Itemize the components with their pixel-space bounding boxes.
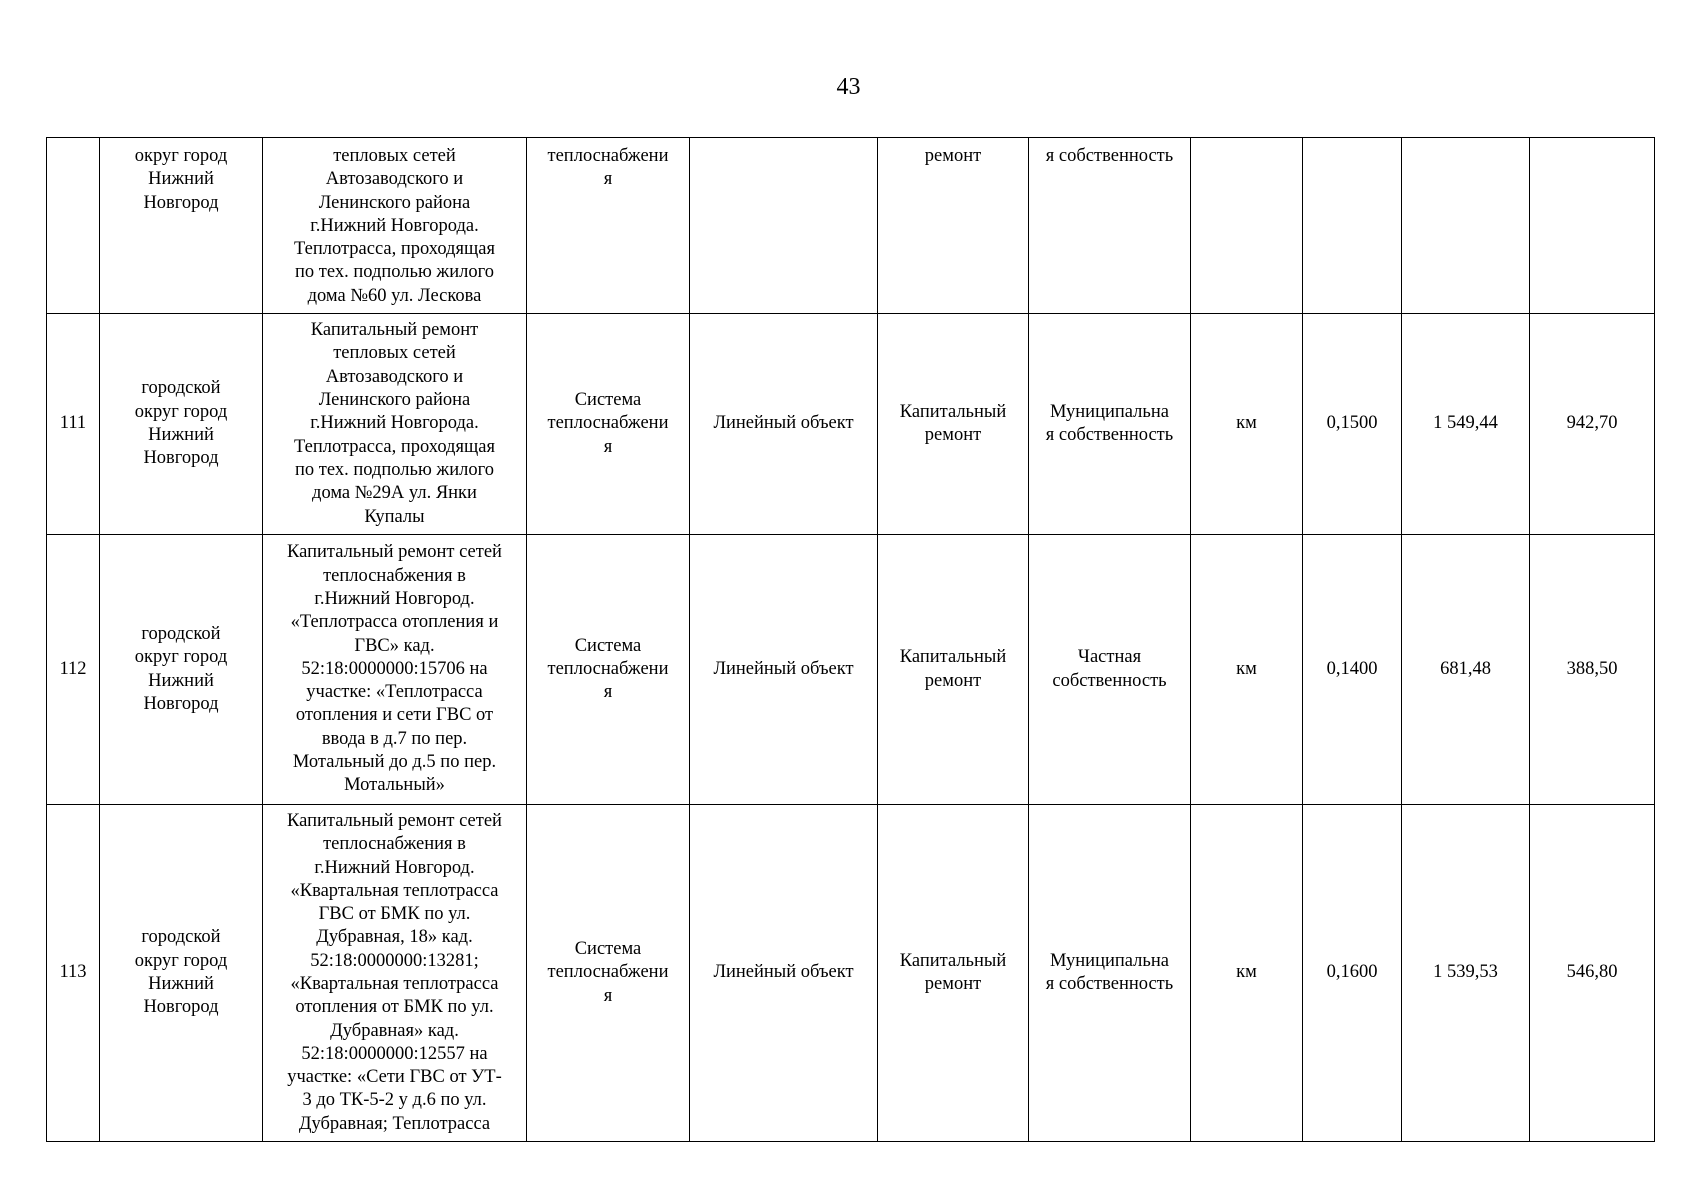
quantity-cell: 0,1500 (1303, 314, 1402, 535)
cost-total-cell (1402, 138, 1530, 314)
row-number-cell: 111 (47, 314, 100, 535)
object-name-cell: Капитальный ремонт сетей теплоснабжения в г.Нижний Новгород. «Теплотрасса отопления и ГВС» кад. 52:18:0000000:15706 на участке: «Теплотрасса отопления и сети ГВС от ввода в д.7 по пер. Мотальный до д.5 по пер. Мотальный» (263, 535, 527, 805)
ownership-cell: Частная собственность (1029, 535, 1191, 805)
work-type-cell: ремонт (878, 138, 1029, 314)
system-cell: Система теплоснабжени я (527, 805, 690, 1142)
unit-cell: км (1191, 314, 1303, 535)
unit-cell (1191, 138, 1303, 314)
object-type-cell: Линейный объект (690, 535, 878, 805)
quantity-cell: 0,1400 (1303, 535, 1402, 805)
object-name-cell: Капитальный ремонт сетей теплоснабжения в г.Нижний Новгород. «Квартальная теплотрасса ГВС от БМК по ул. Дубравная, 18» кад. 52:18:0000000:13281; «Квартальная теплотрасса отопления от БМК по ул. Дубравная» кад. 52:18:0000000:12557 на участке: «Сети ГВС от УТ- 3 до ТК-5-2 у д.6 по ул. Дубравная; Теплотрасса (263, 805, 527, 1142)
page-number: 43 (836, 74, 861, 100)
row-number-cell (47, 138, 100, 314)
municipality-cell: округ город Нижний Новгород (100, 138, 263, 314)
work-type-cell: Капитальный ремонт (878, 805, 1029, 1142)
table-row (47, 805, 1655, 1142)
table-row (47, 138, 1655, 314)
system-cell: Система теплоснабжени я (527, 314, 690, 535)
cost-total-cell: 1 539,53 (1402, 805, 1530, 1142)
object-type-cell: Линейный объект (690, 314, 878, 535)
object-name-cell: Капитальный ремонт тепловых сетей Автозаводского и Ленинского района г.Нижний Новгорода. Теплотрасса, проходящая по тех. подполью жилого дома №29А ул. Янки Купалы (263, 314, 527, 535)
municipality-cell: городской округ город Нижний Новгород (100, 535, 263, 805)
cost-second-cell: 942,70 (1530, 314, 1655, 535)
ownership-cell: я собственность (1029, 138, 1191, 314)
table-row (47, 535, 1655, 805)
ownership-cell: Муниципальна я собственность (1029, 805, 1191, 1142)
cost-total-cell: 681,48 (1402, 535, 1530, 805)
row-number-cell: 112 (47, 535, 100, 805)
cost-second-cell: 388,50 (1530, 535, 1655, 805)
row-number-cell: 113 (47, 805, 100, 1142)
unit-cell: км (1191, 805, 1303, 1142)
work-type-cell: Капитальный ремонт (878, 535, 1029, 805)
works-table (46, 137, 1655, 1142)
cost-second-cell (1530, 138, 1655, 314)
municipality-cell: городской округ город Нижний Новгород (100, 314, 263, 535)
object-name-cell: тепловых сетей Автозаводского и Ленинского района г.Нижний Новгорода. Теплотрасса, проходящая по тех. подполью жилого дома №60 ул. Лескова (263, 138, 527, 314)
system-cell: Система теплоснабжени я (527, 535, 690, 805)
ownership-cell: Муниципальна я собственность (1029, 314, 1191, 535)
unit-cell: км (1191, 535, 1303, 805)
quantity-cell (1303, 138, 1402, 314)
table-row (47, 314, 1655, 535)
cost-second-cell: 546,80 (1530, 805, 1655, 1142)
municipality-cell: городской округ город Нижний Новгород (100, 805, 263, 1142)
system-cell: теплоснабжени я (527, 138, 690, 314)
object-type-cell: Линейный объект (690, 805, 878, 1142)
cost-total-cell: 1 549,44 (1402, 314, 1530, 535)
work-type-cell: Капитальный ремонт (878, 314, 1029, 535)
object-type-cell (690, 138, 878, 314)
quantity-cell: 0,1600 (1303, 805, 1402, 1142)
